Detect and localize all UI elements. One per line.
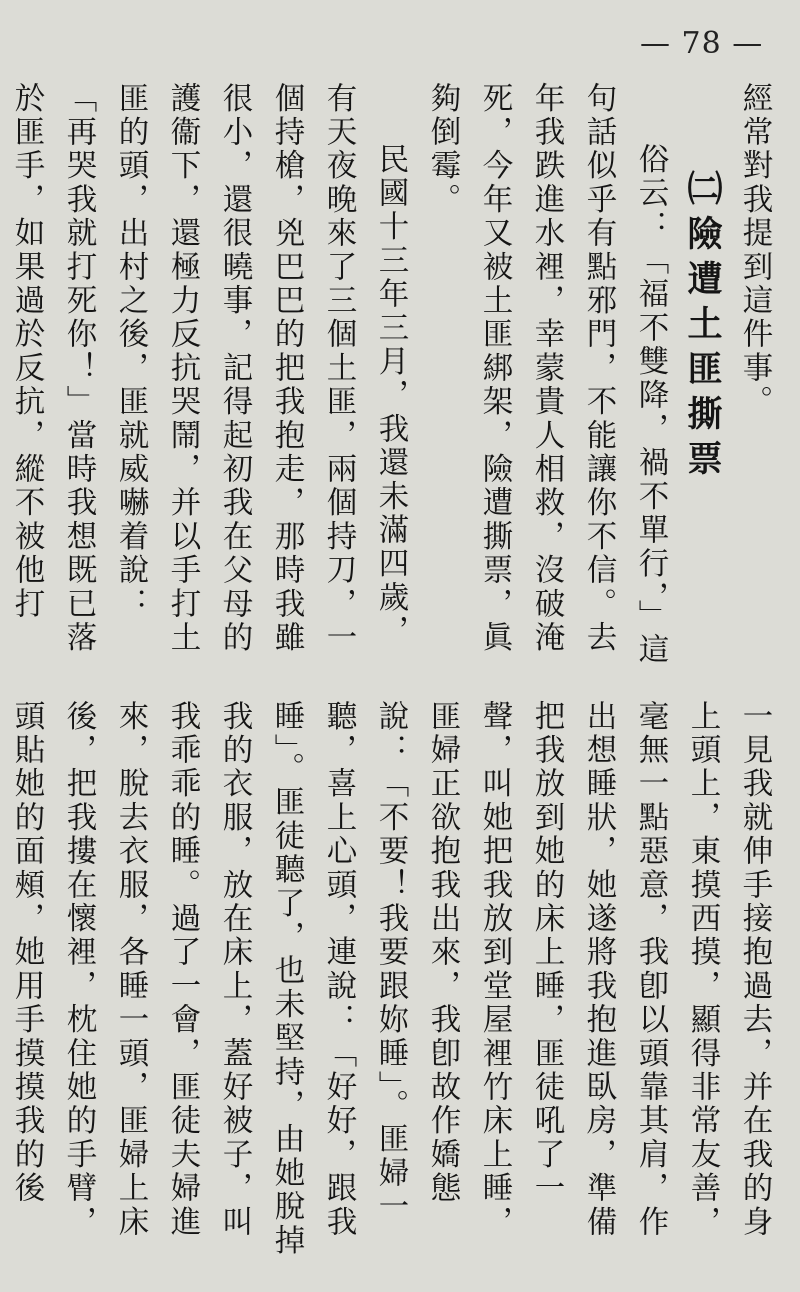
paragraph-continuation: 經常對我提到這件事。 — [737, 82, 772, 419]
top-text-block — [0, 82, 780, 672]
paragraph: 民國十三年三月，我還未滿四歲，有天夜晚來了三個土匪，兩個持刀，一個持槍，兇巴巴的把我抱走，那時我雖很小，還很曉事，記得起初我在父母的護衞下，還極力反抗哭鬧，并以手打土匪的頭，出村之後，匪就威嚇着說：「再哭我就打死你！」當時我想既已落於匪手，如果過於反抗，縱不被他打 — [9, 82, 408, 655]
paragraph: 一見我就伸手接抱過去，并在我的身上頭上，東摸西摸，顯得非常友善，毫無一點惡意，我卽以頭靠其肩，作出想睡狀，她遂將我抱進臥房，準備把我放到她的床上睡，匪徒吼了一聲，叫她把我放到堂屋裡竹床上睡，匪婦正欲抱我出來，我卽故作嬌態說：「不要！我要跟妳睡」。匪婦一聽，喜上心頭，連說：「好好，跟我睡」。匪徒聽了，也未堅持，由她脫掉我的衣服，放在床上，蓋好被子，叫我乖乖的睡。過了一會，匪徒夫婦進來，脫去衣服，各睡一頭，匪婦上床後，把我摟在懷裡，枕住她的手臂，頭貼她的面頰，她用手摸摸我的後 — [9, 700, 772, 1258]
section-heading: ㈡險遭土匪撕票 — [682, 170, 723, 485]
paragraph: 俗云：「福不雙降，禍不單行，」這句話似乎有點邪門，不能讓你不信。去年我跌進水裡，幸蒙貴人相救，沒破淹死，今年又被土匪綁架，險遭撕票，眞夠倒霉。 — [425, 82, 668, 667]
bottom-text-block — [0, 700, 780, 1270]
page-number: — 78 — — [640, 26, 764, 61]
